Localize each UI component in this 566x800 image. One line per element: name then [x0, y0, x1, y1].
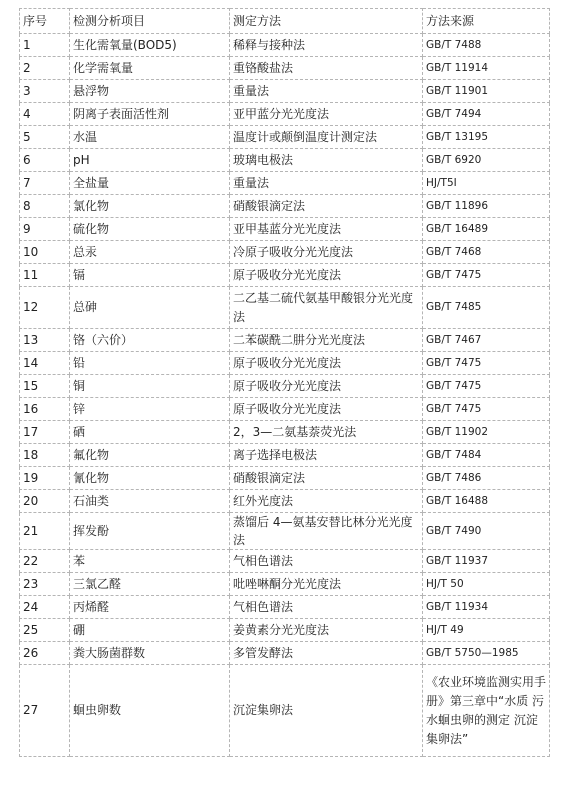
- table-row: [20, 444, 550, 467]
- cell-source: GB/T 13195: [423, 126, 550, 149]
- cell-item: 总汞: [70, 241, 230, 264]
- cell-item: 氯化物: [70, 195, 230, 218]
- cell-source: GB/T 7475: [423, 352, 550, 375]
- cell-method: 吡唑啉酮分光光度法: [230, 573, 423, 596]
- cell-no: 14: [20, 352, 70, 375]
- cell-no: 16: [20, 398, 70, 421]
- table-row: [20, 421, 550, 444]
- cell-item: 丙烯醛: [70, 596, 230, 619]
- cell-method: 稀释与接种法: [230, 34, 423, 57]
- cell-source: GB/T 7490: [423, 513, 550, 550]
- cell-item: 总砷: [70, 287, 230, 329]
- cell-source: HJ/T 50: [423, 573, 550, 596]
- table-row: [20, 375, 550, 398]
- cell-item: 铅: [70, 352, 230, 375]
- cell-no: 7: [20, 172, 70, 195]
- cell-no: 2: [20, 57, 70, 80]
- cell-source: GB/T 7468: [423, 241, 550, 264]
- table-row: [20, 550, 550, 573]
- cell-method: 原子吸收分光光度法: [230, 352, 423, 375]
- cell-item: 水温: [70, 126, 230, 149]
- cell-no: 1: [20, 34, 70, 57]
- header-item: 检测分析项目: [70, 9, 230, 34]
- table-row: [20, 172, 550, 195]
- cell-no: 19: [20, 467, 70, 490]
- cell-no: 5: [20, 126, 70, 149]
- cell-item: 阴离子表面活性剂: [70, 103, 230, 126]
- table-row: [20, 352, 550, 375]
- cell-source: GB/T 7475: [423, 264, 550, 287]
- table-row: [20, 264, 550, 287]
- cell-method: 二乙基二硫代氨基甲酸银分光光度法: [230, 287, 423, 329]
- cell-item: 铬（六价）: [70, 329, 230, 352]
- cell-source: GB/T 11901: [423, 80, 550, 103]
- cell-item: 粪大肠菌群数: [70, 642, 230, 665]
- cell-no: 8: [20, 195, 70, 218]
- cell-item: 化学需氧量: [70, 57, 230, 80]
- table-row: [20, 329, 550, 352]
- cell-method: 红外光度法: [230, 490, 423, 513]
- cell-item: 石油类: [70, 490, 230, 513]
- cell-item: 苯: [70, 550, 230, 573]
- cell-no: 6: [20, 149, 70, 172]
- cell-method: 原子吸收分光光度法: [230, 375, 423, 398]
- header-source: 方法来源: [423, 9, 550, 34]
- cell-no: 9: [20, 218, 70, 241]
- cell-source: GB/T 11896: [423, 195, 550, 218]
- table-row: [20, 80, 550, 103]
- table-row: [20, 398, 550, 421]
- cell-method: 原子吸收分光光度法: [230, 398, 423, 421]
- cell-source: GB/T 7485: [423, 287, 550, 329]
- cell-item: 生化需氧量(BOD5): [70, 34, 230, 57]
- cell-no: 3: [20, 80, 70, 103]
- cell-no: 26: [20, 642, 70, 665]
- table-row: [20, 218, 550, 241]
- table-row: [20, 126, 550, 149]
- cell-item: 氟化物: [70, 444, 230, 467]
- cell-no: 15: [20, 375, 70, 398]
- table-row: [20, 665, 550, 757]
- table-row: [20, 467, 550, 490]
- cell-source: GB/T 7475: [423, 398, 550, 421]
- cell-method: 蒸馏后 4—氨基安替比林分光光度法: [230, 513, 423, 550]
- table-row: [20, 57, 550, 80]
- cell-source: GB/T 7488: [423, 34, 550, 57]
- cell-item: 锌: [70, 398, 230, 421]
- cell-source: GB/T 11937: [423, 550, 550, 573]
- cell-item: 全盐量: [70, 172, 230, 195]
- cell-source: GB/T 7494: [423, 103, 550, 126]
- cell-item: 镉: [70, 264, 230, 287]
- cell-method: 亚甲基蓝分光光度法: [230, 218, 423, 241]
- cell-source: GB/T 7467: [423, 329, 550, 352]
- cell-method: 原子吸收分光光度法: [230, 264, 423, 287]
- table-row: [20, 619, 550, 642]
- cell-source: GB/T 7484: [423, 444, 550, 467]
- cell-item: 蛔虫卵数: [70, 665, 230, 757]
- cell-method: 温度计或颠倒温度计测定法: [230, 126, 423, 149]
- cell-no: 22: [20, 550, 70, 573]
- cell-no: 17: [20, 421, 70, 444]
- cell-source: GB/T 7486: [423, 467, 550, 490]
- cell-source: GB/T 16488: [423, 490, 550, 513]
- methods-table: [19, 8, 550, 757]
- table-row: [20, 287, 550, 329]
- header-method: 测定方法: [230, 9, 423, 34]
- cell-method: 重铬酸盐法: [230, 57, 423, 80]
- cell-method: 离子选择电极法: [230, 444, 423, 467]
- cell-source: GB/T 11934: [423, 596, 550, 619]
- cell-no: 21: [20, 513, 70, 550]
- table-row: [20, 103, 550, 126]
- cell-source: GB/T 11914: [423, 57, 550, 80]
- cell-source: HJ/T5I: [423, 172, 550, 195]
- cell-method: 冷原子吸收分光光度法: [230, 241, 423, 264]
- cell-method: 重量法: [230, 172, 423, 195]
- cell-method: 硝酸银滴定法: [230, 195, 423, 218]
- cell-method: 多管发酵法: [230, 642, 423, 665]
- cell-item: 硫化物: [70, 218, 230, 241]
- cell-method: 气相色谱法: [230, 596, 423, 619]
- table-header-row: [20, 9, 550, 34]
- cell-no: 20: [20, 490, 70, 513]
- cell-no: 11: [20, 264, 70, 287]
- cell-item: 硒: [70, 421, 230, 444]
- cell-source: GB/T 11902: [423, 421, 550, 444]
- cell-source: HJ/T 49: [423, 619, 550, 642]
- cell-method: 重量法: [230, 80, 423, 103]
- cell-no: 23: [20, 573, 70, 596]
- cell-item: 挥发酚: [70, 513, 230, 550]
- cell-no: 12: [20, 287, 70, 329]
- cell-no: 4: [20, 103, 70, 126]
- cell-item: 硼: [70, 619, 230, 642]
- cell-method: 沉淀集卵法: [230, 665, 423, 757]
- cell-method: 亚甲蓝分光光度法: [230, 103, 423, 126]
- header-no: 序号: [20, 9, 70, 34]
- table-row: [20, 642, 550, 665]
- table-row: [20, 513, 550, 550]
- table-row: [20, 241, 550, 264]
- table-row: [20, 149, 550, 172]
- cell-item: 三氯乙醛: [70, 573, 230, 596]
- cell-method: 气相色谱法: [230, 550, 423, 573]
- cell-item: 铜: [70, 375, 230, 398]
- cell-method: 二苯碳酰二肼分光光度法: [230, 329, 423, 352]
- cell-source: GB/T 6920: [423, 149, 550, 172]
- cell-no: 27: [20, 665, 70, 757]
- cell-no: 24: [20, 596, 70, 619]
- cell-source: GB/T 16489: [423, 218, 550, 241]
- cell-no: 10: [20, 241, 70, 264]
- table-row: [20, 573, 550, 596]
- table-row: [20, 34, 550, 57]
- cell-item: 氰化物: [70, 467, 230, 490]
- cell-method: 姜黄素分光光度法: [230, 619, 423, 642]
- cell-method: 硝酸银滴定法: [230, 467, 423, 490]
- cell-method: 2，3—二氨基萘荧光法: [230, 421, 423, 444]
- cell-item: 悬浮物: [70, 80, 230, 103]
- table-row: [20, 195, 550, 218]
- cell-no: 25: [20, 619, 70, 642]
- cell-source: GB/T 7475: [423, 375, 550, 398]
- cell-source: 《农业环境监测实用手册》第三章中“水质 污水蛔虫卵的测定 沉淀集卵法”: [423, 665, 550, 757]
- cell-no: 18: [20, 444, 70, 467]
- cell-method: 玻璃电极法: [230, 149, 423, 172]
- cell-item: pH: [70, 149, 230, 172]
- table-row: [20, 490, 550, 513]
- cell-source: GB/T 5750—1985: [423, 642, 550, 665]
- table-row: [20, 596, 550, 619]
- cell-no: 13: [20, 329, 70, 352]
